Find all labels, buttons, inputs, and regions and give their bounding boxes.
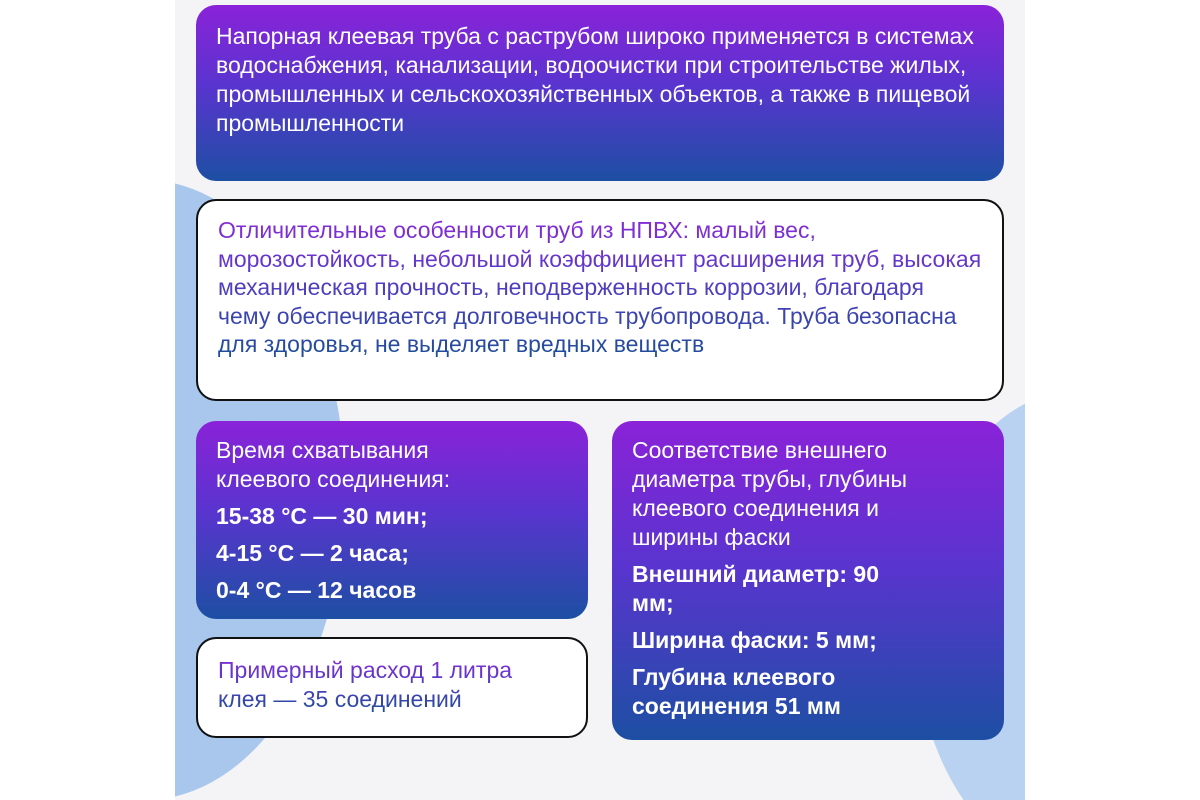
specs-title: Соответствие внешнего диаметра трубы, глубины клеевого соединения и ширины фаски [632, 437, 908, 550]
specs-item: Внешний диаметр: 90 мм; [632, 561, 880, 616]
intro-card [196, 5, 1004, 181]
specs-item: Глубина клеевого соединения 51 мм [632, 664, 841, 719]
glue-usage-card [196, 637, 588, 738]
features-text: Отличительные особенности труб из НПВХ: малый вес, морозостойкость, небольшой коэффициент расширения труб, высокая механическая прочность, неподверженность коррозии, благодаря чему обеспечивается долговечность трубопровода. Труба безопасна для здоровья, не выделяет вредных веществ [218, 217, 982, 357]
glue-usage-text: Примерный расход 1 литра клея — 35 соединений [218, 656, 548, 714]
features-card [196, 199, 1004, 401]
intro-text: Напорная клеевая труба с раструбом широко применяется в системах водоснабжения, канализации, водоочистки при строительстве жилых, промышленных и сельскохозяйственных объектов, а также в пищевой промышленности [216, 23, 974, 136]
setting-time-card [196, 421, 588, 619]
setting-time-item: 0-4 °C — 12 часов [216, 577, 417, 603]
setting-time-item: 15-38 °C — 30 мин; [216, 503, 428, 529]
setting-time-item: 4-15 °C — 2 часа; [216, 540, 409, 566]
specs-item: Ширина фаски: 5 мм; [632, 627, 877, 653]
specs-card [612, 421, 1004, 740]
setting-time-title: Время схватывания клеевого соединения: [216, 437, 451, 492]
